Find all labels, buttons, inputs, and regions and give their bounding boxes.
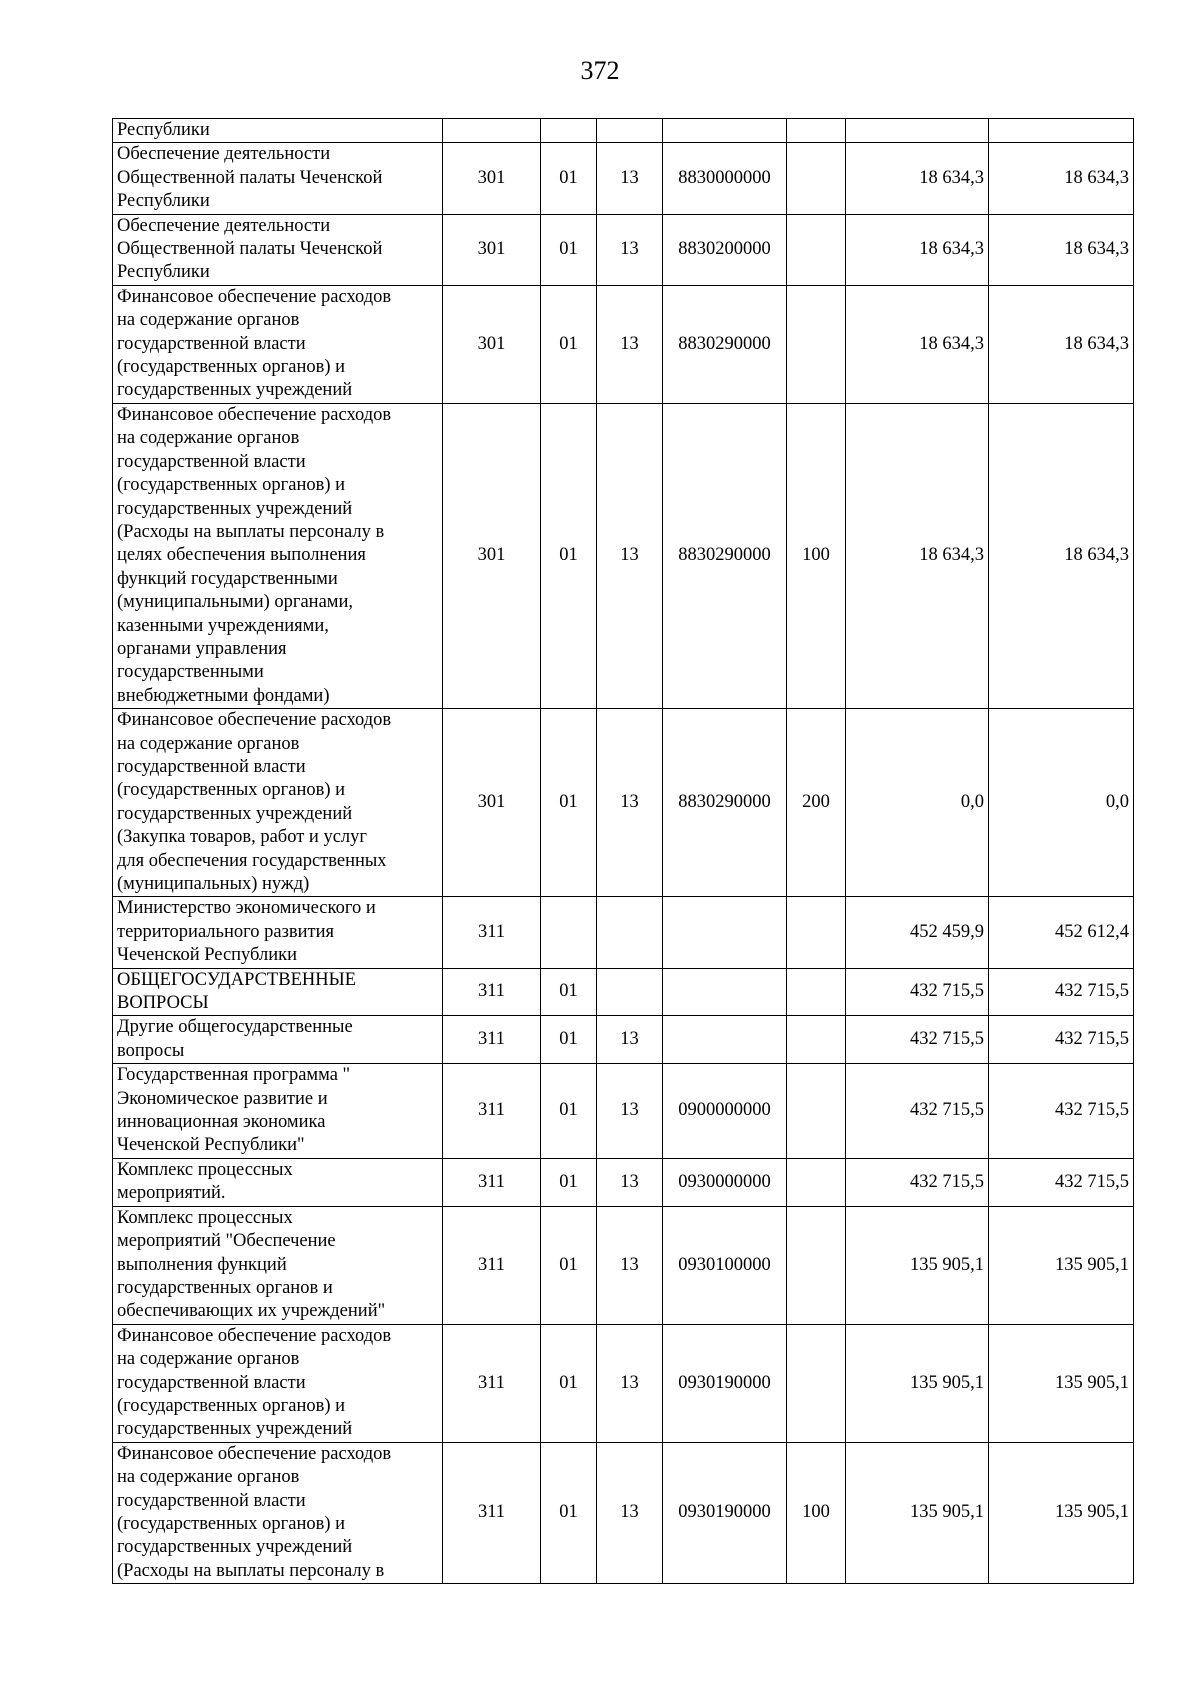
row-amount-year2-cell: 432 715,5	[989, 1064, 1134, 1159]
table-row	[113, 1442, 1134, 1583]
table-row	[113, 1016, 1134, 1064]
row-amount-year2-cell: 18 634,3	[989, 143, 1134, 214]
row-ved-code-cell: 301	[443, 709, 541, 897]
row-expense-type-cell	[787, 143, 846, 214]
row-subsection-code-cell: 13	[597, 1064, 663, 1159]
row-target-article-cell: 0930000000	[663, 1158, 787, 1206]
row-expense-type-cell	[787, 214, 846, 285]
row-name-cell: Другие общегосударственные вопросы	[113, 1016, 443, 1064]
row-section-code-cell: 01	[541, 403, 597, 708]
table-row	[113, 1206, 1134, 1324]
row-amount-year1-cell: 0,0	[846, 709, 989, 897]
row-section-code-cell: 01	[541, 1016, 597, 1064]
row-amount-year1-cell: 432 715,5	[846, 968, 989, 1016]
row-subsection-code-cell: 13	[597, 403, 663, 708]
row-amount-year1-cell: 18 634,3	[846, 403, 989, 708]
row-expense-type-cell: 200	[787, 709, 846, 897]
row-section-code-cell: 01	[541, 1158, 597, 1206]
row-amount-year2-cell: 0,0	[989, 709, 1134, 897]
row-name-cell: Республики	[113, 119, 443, 143]
row-ved-code-cell: 311	[443, 1158, 541, 1206]
row-expense-type-cell	[787, 968, 846, 1016]
row-expense-type-cell	[787, 897, 846, 968]
table-body	[113, 119, 1134, 1584]
row-expense-type-cell	[787, 1206, 846, 1324]
row-ved-code-cell: 301	[443, 403, 541, 708]
row-amount-year1-cell: 135 905,1	[846, 1324, 989, 1442]
row-amount-year2-cell: 18 634,3	[989, 214, 1134, 285]
row-ved-code-cell: 301	[443, 143, 541, 214]
row-subsection-code-cell	[597, 119, 663, 143]
row-name-cell: Обеспечение деятельности Общественной палаты Чеченской Республики	[113, 214, 443, 285]
row-target-article-cell: 0930190000	[663, 1442, 787, 1583]
row-ved-code-cell: 311	[443, 968, 541, 1016]
row-section-code-cell: 01	[541, 709, 597, 897]
row-subsection-code-cell: 13	[597, 1442, 663, 1583]
row-subsection-code-cell: 13	[597, 143, 663, 214]
row-subsection-code-cell: 13	[597, 1206, 663, 1324]
row-name-cell: Финансовое обеспечение расходов на содержание органов государственной власти (государственных органов) и государственных учреждений (Расходы на выплаты персоналу в целях обеспечения выполнения функций государственными (муниципальными) органами, казенными учреждениями, органами управления государственными внебюджетными фондами)	[113, 403, 443, 708]
row-target-article-cell: 0930190000	[663, 1324, 787, 1442]
row-amount-year2-cell	[989, 119, 1134, 143]
row-ved-code-cell: 311	[443, 1324, 541, 1442]
row-expense-type-cell	[787, 1064, 846, 1159]
row-name-cell: Министерство экономического и территориального развития Чеченской Республики	[113, 897, 443, 968]
row-subsection-code-cell	[597, 897, 663, 968]
row-section-code-cell: 01	[541, 285, 597, 403]
row-target-article-cell: 0900000000	[663, 1064, 787, 1159]
row-amount-year1-cell: 18 634,3	[846, 285, 989, 403]
row-section-code-cell: 01	[541, 1206, 597, 1324]
row-ved-code-cell	[443, 119, 541, 143]
table-row	[113, 143, 1134, 214]
row-section-code-cell	[541, 119, 597, 143]
row-ved-code-cell: 311	[443, 1206, 541, 1324]
row-amount-year1-cell	[846, 119, 989, 143]
row-amount-year2-cell: 432 715,5	[989, 1016, 1134, 1064]
row-section-code-cell	[541, 897, 597, 968]
row-expense-type-cell	[787, 285, 846, 403]
row-expense-type-cell: 100	[787, 403, 846, 708]
row-name-cell: Комплекс процессных мероприятий "Обеспечение выполнения функций государственных органов и обеспечивающих их учреждений"	[113, 1206, 443, 1324]
row-subsection-code-cell: 13	[597, 1158, 663, 1206]
table-row	[113, 1064, 1134, 1159]
table-row	[113, 709, 1134, 897]
row-ved-code-cell: 301	[443, 214, 541, 285]
row-amount-year2-cell: 18 634,3	[989, 285, 1134, 403]
row-name-cell: Финансовое обеспечение расходов на содержание органов государственной власти (государственных органов) и государственных учреждений (Расходы на выплаты персоналу в	[113, 1442, 443, 1583]
row-amount-year2-cell: 18 634,3	[989, 403, 1134, 708]
row-target-article-cell: 8830200000	[663, 214, 787, 285]
row-expense-type-cell: 100	[787, 1442, 846, 1583]
table-row	[113, 1158, 1134, 1206]
row-name-cell: Комплекс процессных мероприятий.	[113, 1158, 443, 1206]
row-section-code-cell: 01	[541, 1324, 597, 1442]
row-expense-type-cell	[787, 1324, 846, 1442]
table-row	[113, 214, 1134, 285]
row-section-code-cell: 01	[541, 1442, 597, 1583]
row-subsection-code-cell: 13	[597, 1016, 663, 1064]
row-section-code-cell: 01	[541, 214, 597, 285]
row-ved-code-cell: 301	[443, 285, 541, 403]
row-amount-year2-cell: 452 612,4	[989, 897, 1134, 968]
row-name-cell: Финансовое обеспечение расходов на содержание органов государственной власти (государственных органов) и государственных учреждений (Закупка товаров, работ и услуг для обеспечения государственных (муниципальных) нужд)	[113, 709, 443, 897]
row-amount-year2-cell: 135 905,1	[989, 1442, 1134, 1583]
row-name-cell: ОБЩЕГОСУДАРСТВЕННЫЕ ВОПРОСЫ	[113, 968, 443, 1016]
row-subsection-code-cell: 13	[597, 709, 663, 897]
row-name-cell: Обеспечение деятельности Общественной палаты Чеченской Республики	[113, 143, 443, 214]
budget-table	[112, 118, 1134, 1584]
table-row	[113, 285, 1134, 403]
row-amount-year1-cell: 135 905,1	[846, 1442, 989, 1583]
row-target-article-cell: 8830290000	[663, 403, 787, 708]
row-amount-year1-cell: 432 715,5	[846, 1158, 989, 1206]
row-name-cell: Государственная программа " Экономическое развитие и инновационная экономика Чеченской Республики"	[113, 1064, 443, 1159]
row-expense-type-cell	[787, 1158, 846, 1206]
row-section-code-cell: 01	[541, 1064, 597, 1159]
row-amount-year1-cell: 135 905,1	[846, 1206, 989, 1324]
row-ved-code-cell: 311	[443, 1442, 541, 1583]
row-amount-year1-cell: 432 715,5	[846, 1064, 989, 1159]
row-target-article-cell: 8830290000	[663, 285, 787, 403]
row-amount-year2-cell: 135 905,1	[989, 1324, 1134, 1442]
row-target-article-cell: 0930100000	[663, 1206, 787, 1324]
row-target-article-cell: 8830000000	[663, 143, 787, 214]
table-row	[113, 1324, 1134, 1442]
row-amount-year2-cell: 432 715,5	[989, 1158, 1134, 1206]
row-target-article-cell	[663, 1016, 787, 1064]
row-amount-year1-cell: 452 459,9	[846, 897, 989, 968]
table-row	[113, 119, 1134, 143]
row-name-cell: Финансовое обеспечение расходов на содержание органов государственной власти (государственных органов) и государственных учреждений	[113, 1324, 443, 1442]
row-amount-year2-cell: 432 715,5	[989, 968, 1134, 1016]
row-ved-code-cell: 311	[443, 1016, 541, 1064]
row-amount-year1-cell: 432 715,5	[846, 1016, 989, 1064]
row-ved-code-cell: 311	[443, 1064, 541, 1159]
row-amount-year1-cell: 18 634,3	[846, 214, 989, 285]
table-row	[113, 968, 1134, 1016]
table-row	[113, 897, 1134, 968]
row-section-code-cell: 01	[541, 968, 597, 1016]
row-target-article-cell: 8830290000	[663, 709, 787, 897]
row-amount-year1-cell: 18 634,3	[846, 143, 989, 214]
row-expense-type-cell	[787, 1016, 846, 1064]
row-subsection-code-cell	[597, 968, 663, 1016]
row-expense-type-cell	[787, 119, 846, 143]
row-amount-year2-cell: 135 905,1	[989, 1206, 1134, 1324]
row-name-cell: Финансовое обеспечение расходов на содержание органов государственной власти (государственных органов) и государственных учреждений	[113, 285, 443, 403]
row-subsection-code-cell: 13	[597, 285, 663, 403]
row-subsection-code-cell: 13	[597, 1324, 663, 1442]
row-section-code-cell: 01	[541, 143, 597, 214]
table-row	[113, 403, 1134, 708]
row-ved-code-cell: 311	[443, 897, 541, 968]
row-target-article-cell	[663, 119, 787, 143]
row-subsection-code-cell: 13	[597, 214, 663, 285]
row-target-article-cell	[663, 897, 787, 968]
page-number: 372	[580, 56, 620, 85]
row-target-article-cell	[663, 968, 787, 1016]
